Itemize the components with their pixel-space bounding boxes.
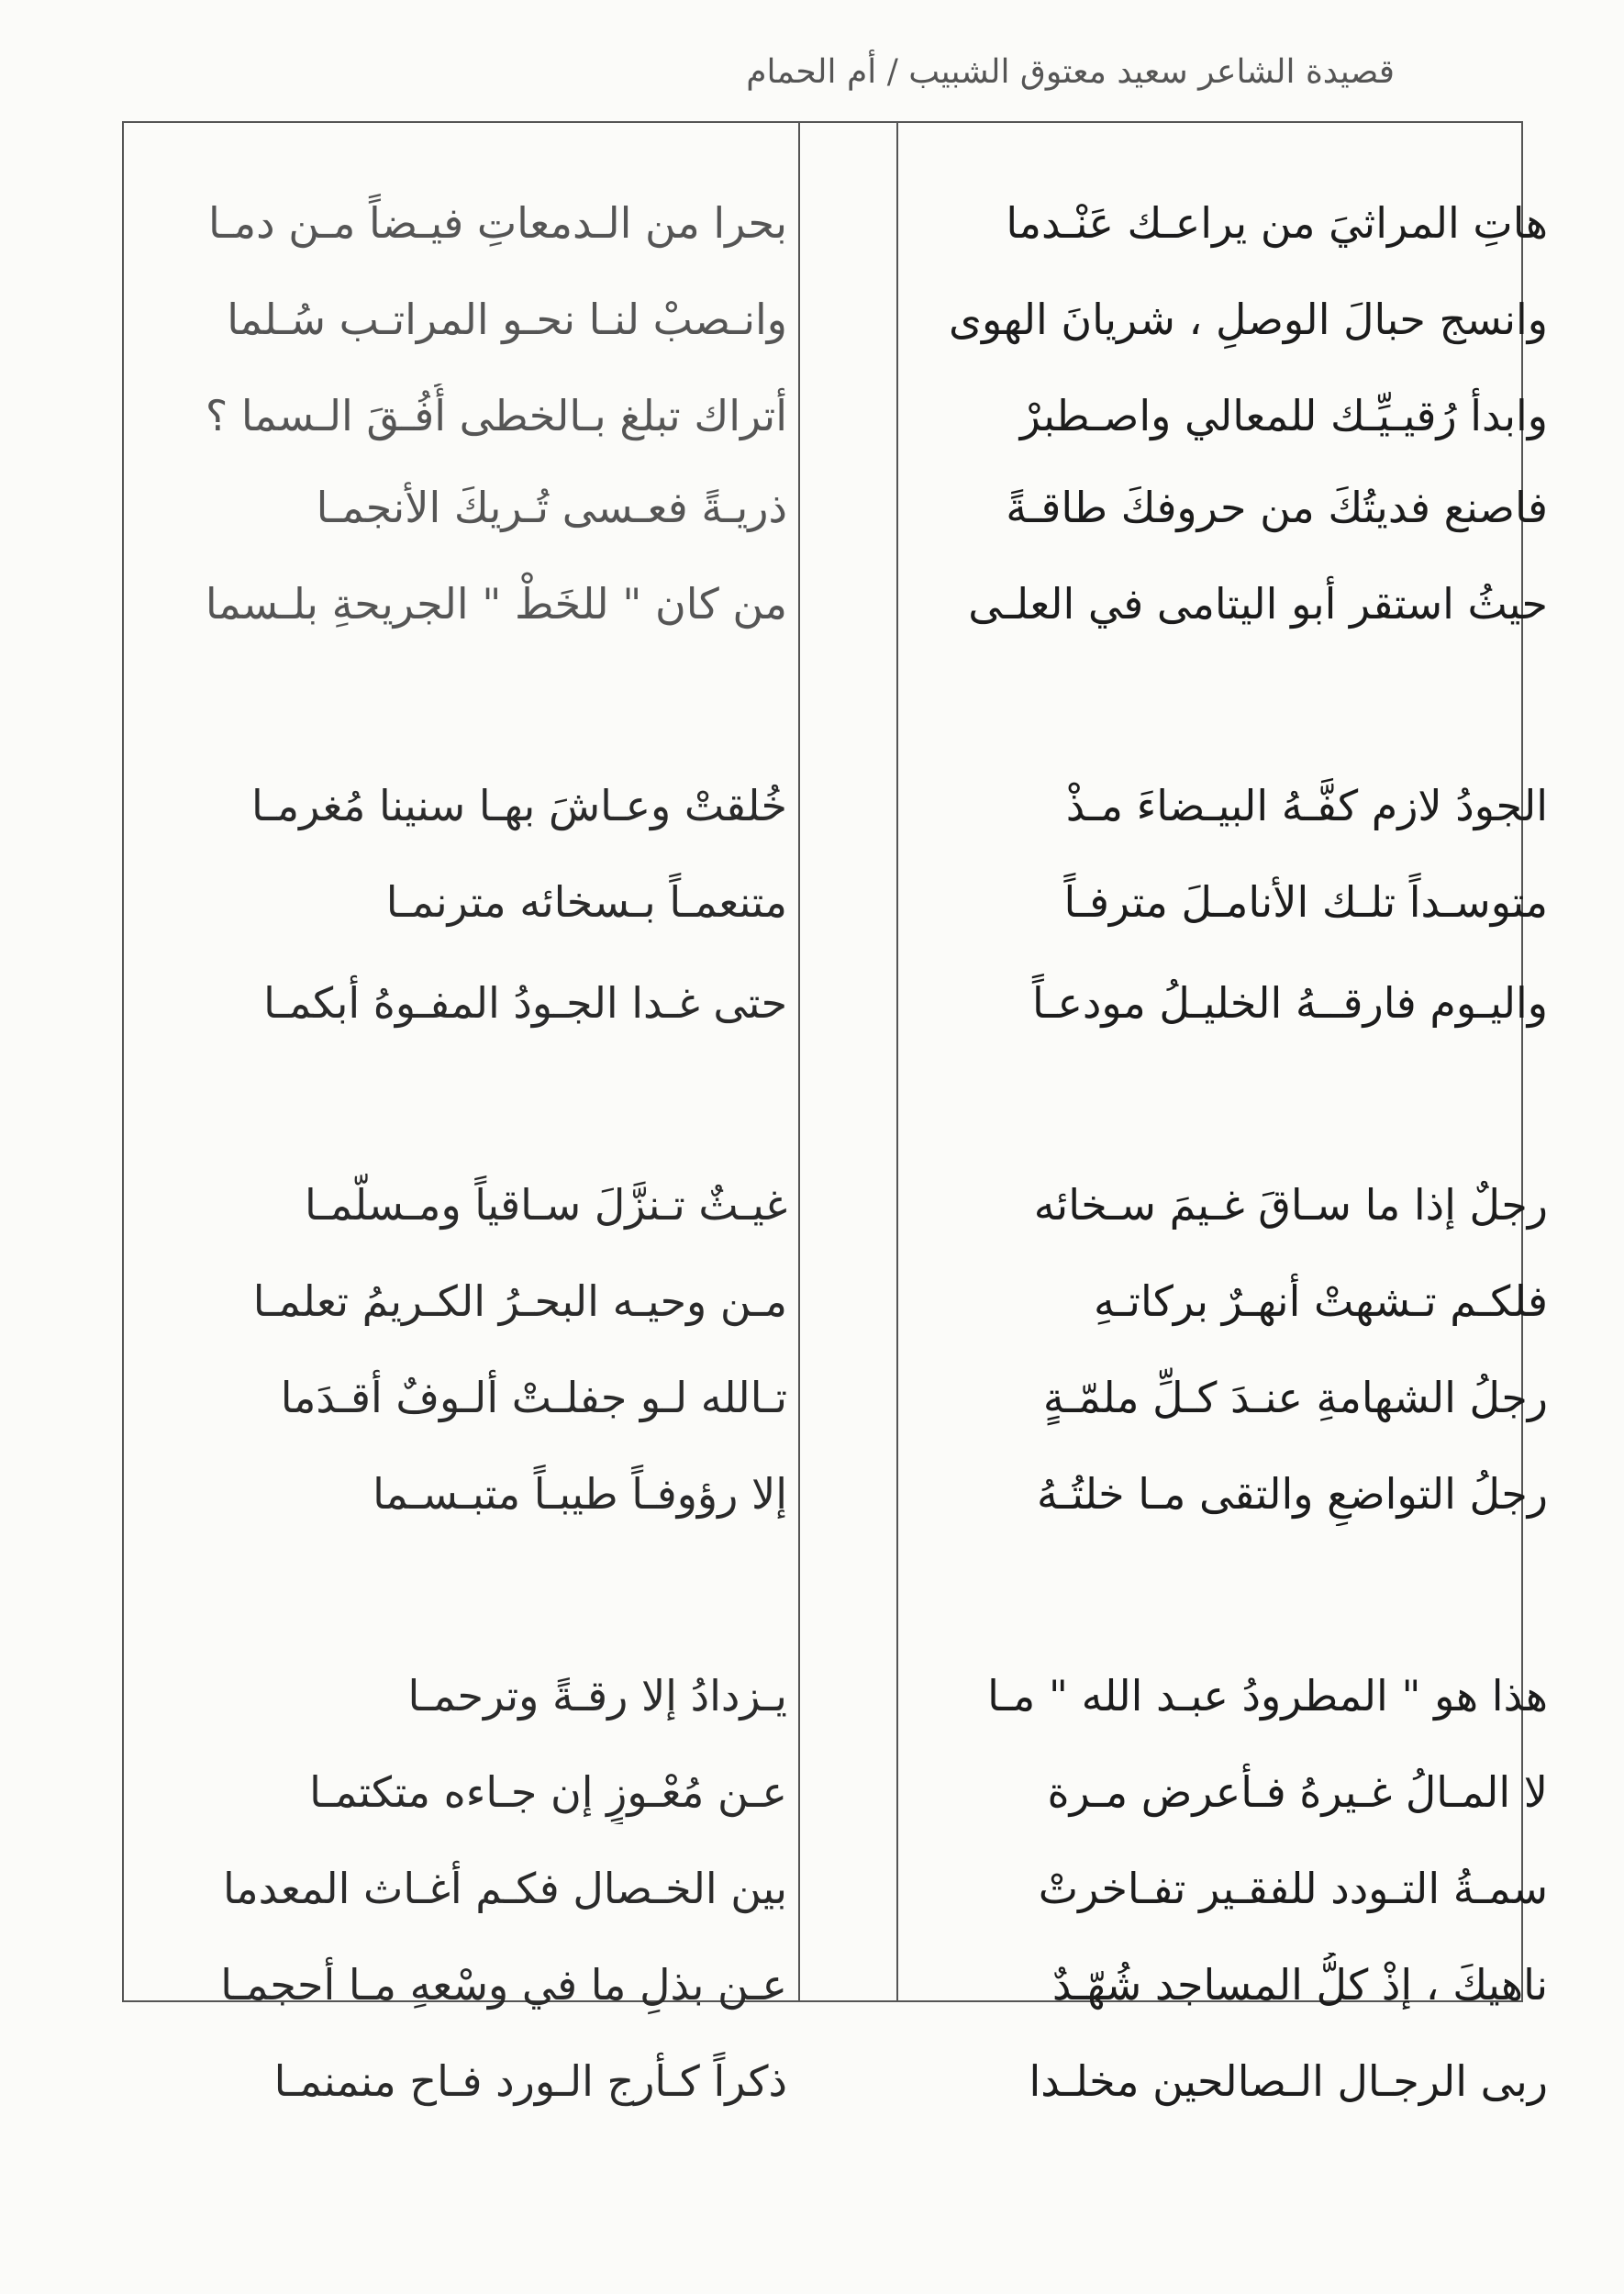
right-verse-line: رجلُ الشهامةِ عنـدَ كـلِّ ملمّـةٍ bbox=[1042, 1373, 1548, 1422]
right-verse-line: وابدأ رُقيـيِّـك للمعالي واصـطبرْ bbox=[1019, 391, 1548, 440]
left-verse-line: حتى غـدا الجـودُ المفـوهُ أبكمـا bbox=[263, 978, 787, 1028]
left-verse-line: يـزدادُ إلا رقـةً وترحمـا bbox=[407, 1671, 787, 1720]
left-verse-line: بحرا من الـدمعاتِ فيـضاً مـن دمـا bbox=[208, 198, 787, 248]
column-divider-left bbox=[798, 123, 800, 2000]
left-verse-line: عـن مُعْـوزٍ إن جـاءه متكتمـا bbox=[309, 1767, 787, 1817]
right-verse-line: ناهيكَ ، إذْ كلُّ المساجد شُهّـدٌ bbox=[1051, 1960, 1548, 2010]
right-verse-line: ربى الرجـال الـصالحين مخلـدا bbox=[1029, 2056, 1548, 2106]
right-verse-line: الجودُ لازم كفَّـهُ البيـضاءَ مـذْ bbox=[1065, 781, 1548, 830]
left-verse-line: متنعمـاً بـسخائه مترنمـا bbox=[385, 877, 787, 927]
left-verse-line: أتراك تبلغ بـالخطى أُفُـقَ الـسما ؟ bbox=[205, 391, 787, 440]
right-verse-line: هذا هو " المطرودُ عبـد الله " مـا bbox=[987, 1671, 1548, 1720]
left-verse-line: بين الخـصال فكـم أغـاث المعدما bbox=[223, 1864, 787, 1913]
left-verse-line: تـالله لـو جفلـتْ ألـوفٌ أقـدَما bbox=[280, 1373, 787, 1422]
right-verse-line: هاتِ المراثيَ من يراعـك عَنْـدما bbox=[1006, 198, 1548, 248]
left-verse-line: إلا رؤوفـاً طيبـاً متبـسـما bbox=[373, 1469, 787, 1519]
right-verse-line: لا المـالُ غـيرهُ فـأعرض مـرة bbox=[1047, 1767, 1548, 1817]
right-verse-line: رجلٌ إذا ما سـاقَ غـيمَ سـخائه bbox=[1033, 1180, 1548, 1230]
right-verse-line: وانسج حبالَ الوصلِ ، شريانَ الهوى bbox=[949, 295, 1548, 344]
left-verse-line: مـن وحيـه البحـرُ الكـريمُ تعلمـا bbox=[252, 1276, 787, 1326]
right-verse-line: رجلُ التواضعِ والتقى مـا خلتُـهُ bbox=[1036, 1469, 1548, 1519]
left-verse-line: غيـثٌ تـنزَّلَ سـاقياً ومـسلّمـا bbox=[304, 1180, 787, 1230]
left-verse-line: ذريـةً فعـسى تُـريكَ الأنجمـا bbox=[316, 483, 787, 532]
column-divider-right bbox=[896, 123, 898, 2000]
right-verse-line: متوسـداً تلـك الأنامـلَ مترفـاً bbox=[1063, 877, 1548, 927]
left-verse-line: ذكراً كـأرج الـورد فـاح منمنمـا bbox=[273, 2056, 787, 2106]
right-verse-line: فلكـم تـشهتْ أنهـرٌ بركاتـهِ bbox=[1094, 1276, 1548, 1326]
left-verse-line: خُلقتْ وعـاشَ بهـا سنينا مُغرمـا bbox=[251, 781, 787, 830]
left-verse-line: عـن بذلِ ما في وسْعهِ مـا أحجمـا bbox=[220, 1960, 787, 2010]
right-verse-line: سمـةُ التـودد للفقـير تفـاخرتْ bbox=[1038, 1864, 1548, 1913]
left-verse-line: من كان " للخَطْ " الجريحةِ بلـسما bbox=[205, 579, 787, 629]
right-verse-line: واليـوم فارقــهُ الخليـلُ مودعـاً bbox=[1031, 978, 1548, 1028]
left-verse-line: وانـصبْ لنـا نحـو المراتـب سُـلما bbox=[227, 295, 787, 344]
page-title: قصيدة الشاعر سعيد معتوق الشبيب / أم الحمام bbox=[746, 53, 1395, 91]
right-verse-line: حيثُ استقر أبو اليتامى في العلـى bbox=[968, 579, 1548, 629]
right-verse-line: فاصنع فديتُكَ من حروفكَ طاقـةً bbox=[1006, 483, 1548, 532]
